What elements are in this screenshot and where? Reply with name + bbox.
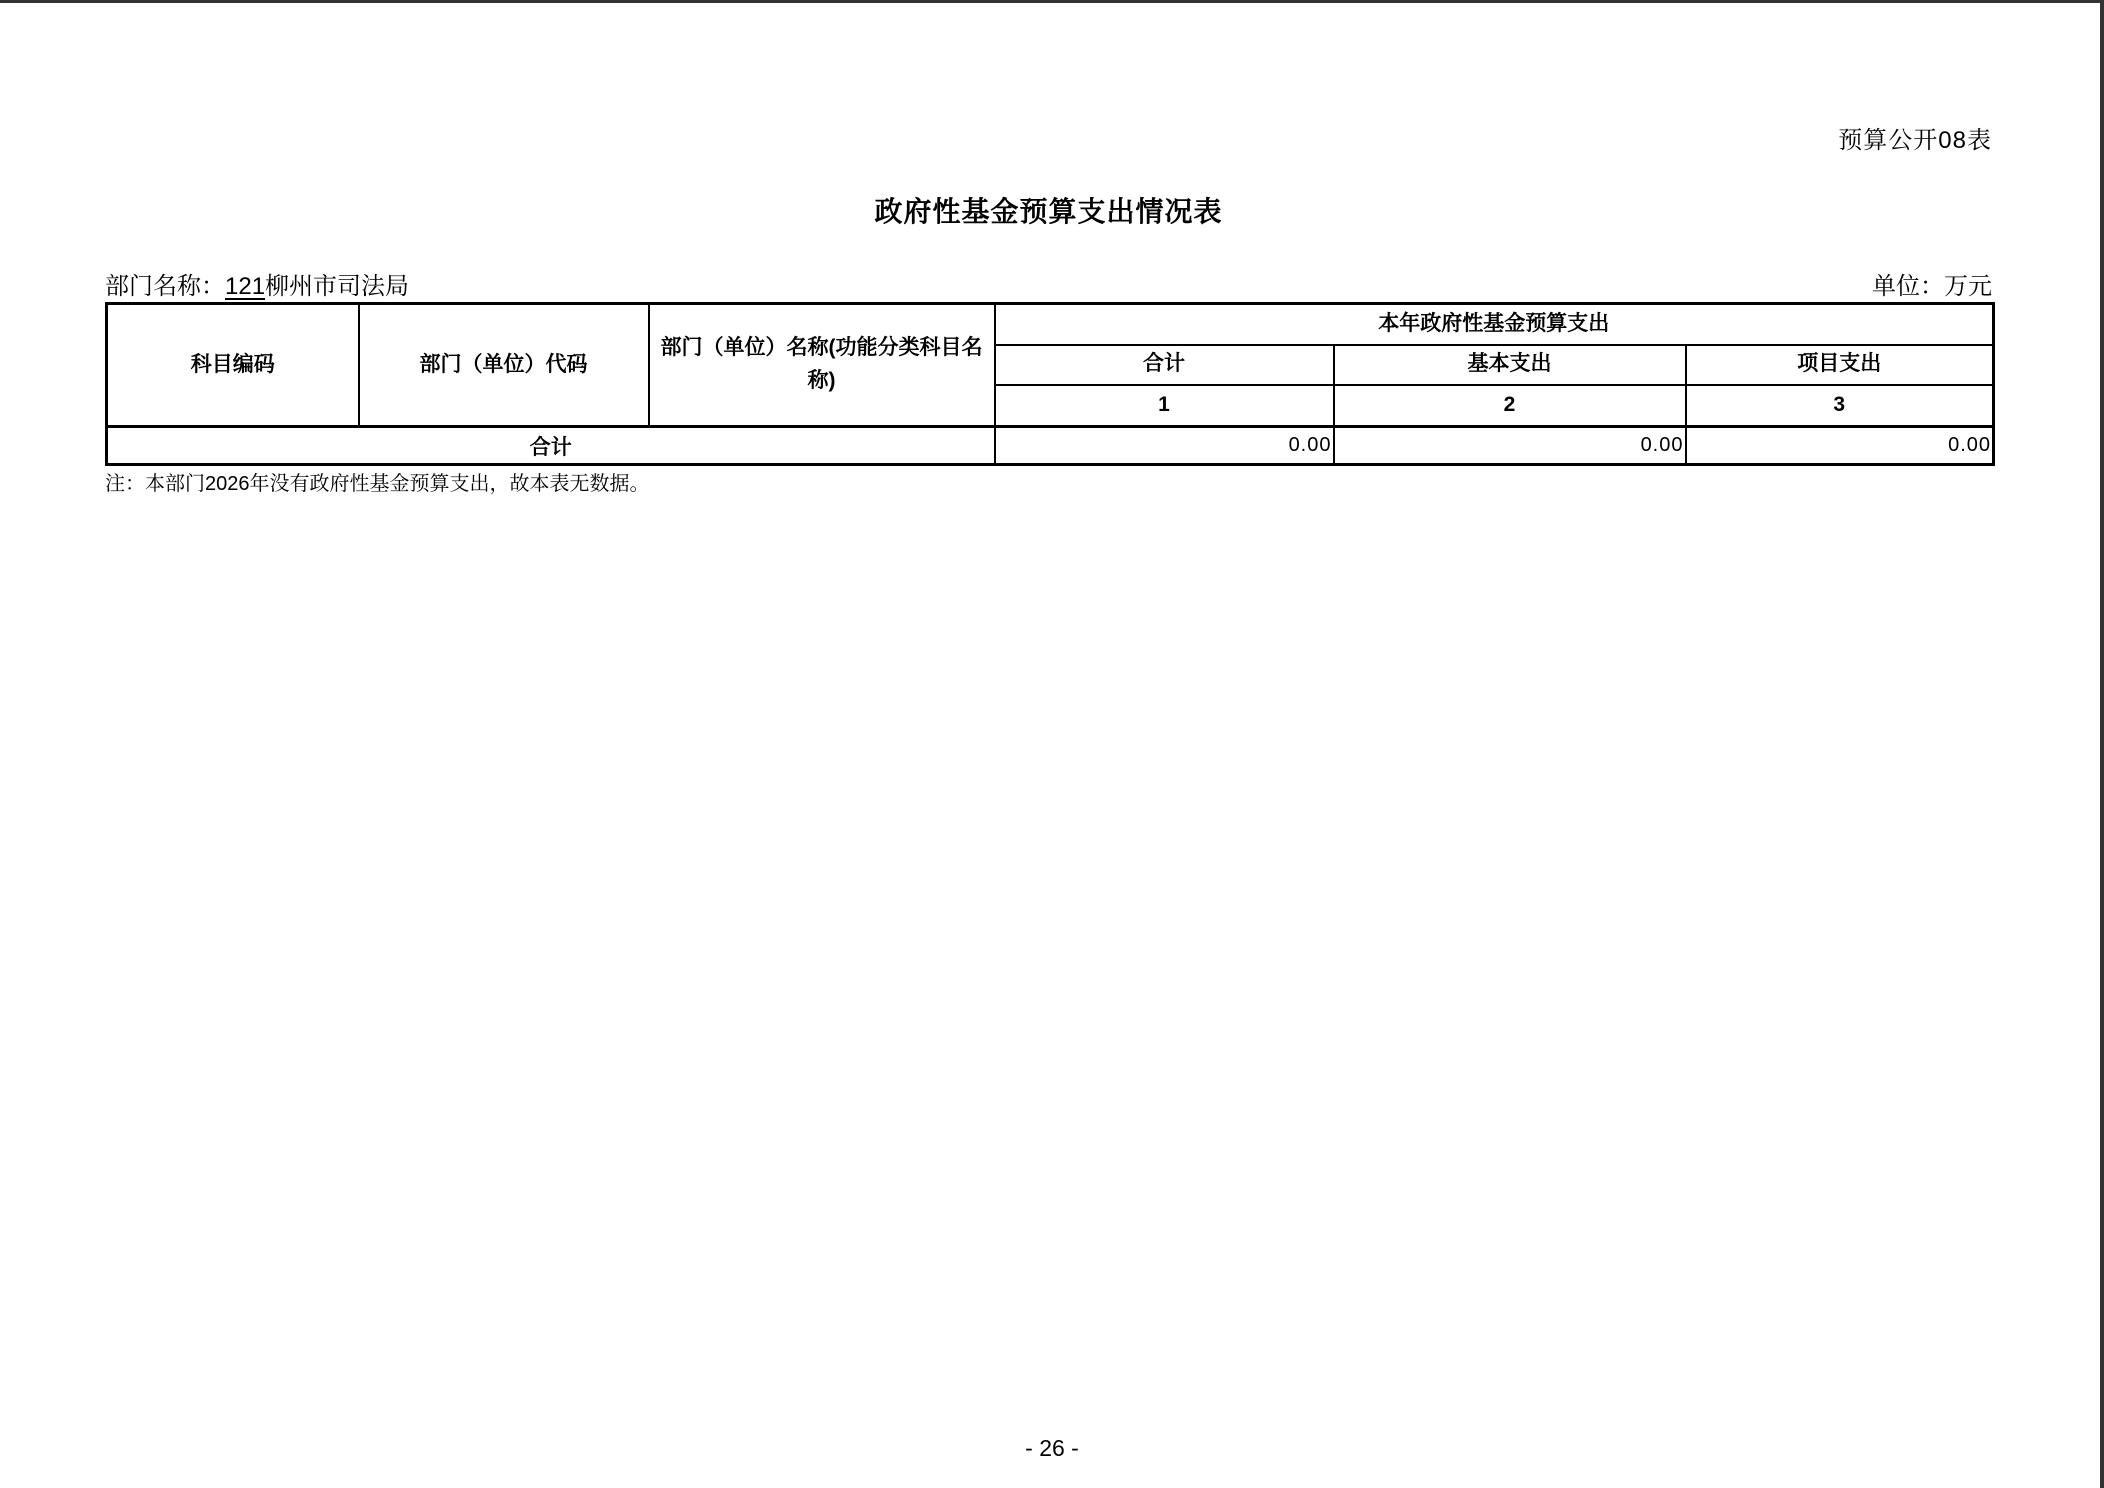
header-total: 合计 [995,345,1334,385]
page-title: 政府性基金预算支出情况表 [874,196,1223,227]
header-project-expenditure: 项目支出 [1686,345,1994,385]
table-row [107,427,1994,465]
row-total-value: 0.00 [995,427,1334,465]
header-dept-code: 部门（单位）代码 [359,304,649,427]
unit-label: 单位：万元 [1872,273,1992,300]
header-col-number-2: 2 [1334,385,1686,427]
meta-row [105,266,1992,301]
page-top-edge [0,0,2104,3]
row-project-value: 0.00 [1686,427,1994,465]
page-number: - 26 - [1025,1435,1079,1461]
row-total-label: 合计 [107,427,995,465]
header-subject-code: 科目编码 [107,304,359,427]
page-right-edge [2100,0,2104,1488]
table-header-row-1 [107,304,1994,345]
department-name: 柳州市司法局 [265,273,410,300]
header-basic-expenditure: 基本支出 [1334,345,1686,385]
form-number-label: 预算公开08表 [1838,127,1992,154]
header-group-title: 本年政府性基金预算支出 [995,304,1994,345]
department-name-line [105,266,409,301]
department-label: 部门名称： [105,273,225,300]
header-col-number-3: 3 [1686,385,1994,427]
table-note: 注：本部门2026年没有政府性基金预算支出，故本表无数据。 [105,473,650,495]
header-col-number-1: 1 [995,385,1334,427]
department-code: 121 [225,273,266,300]
header-dept-name: 部门（单位）名称(功能分类科目名称) [649,304,995,427]
budget-table [105,302,1995,466]
row-basic-value: 0.00 [1334,427,1686,465]
